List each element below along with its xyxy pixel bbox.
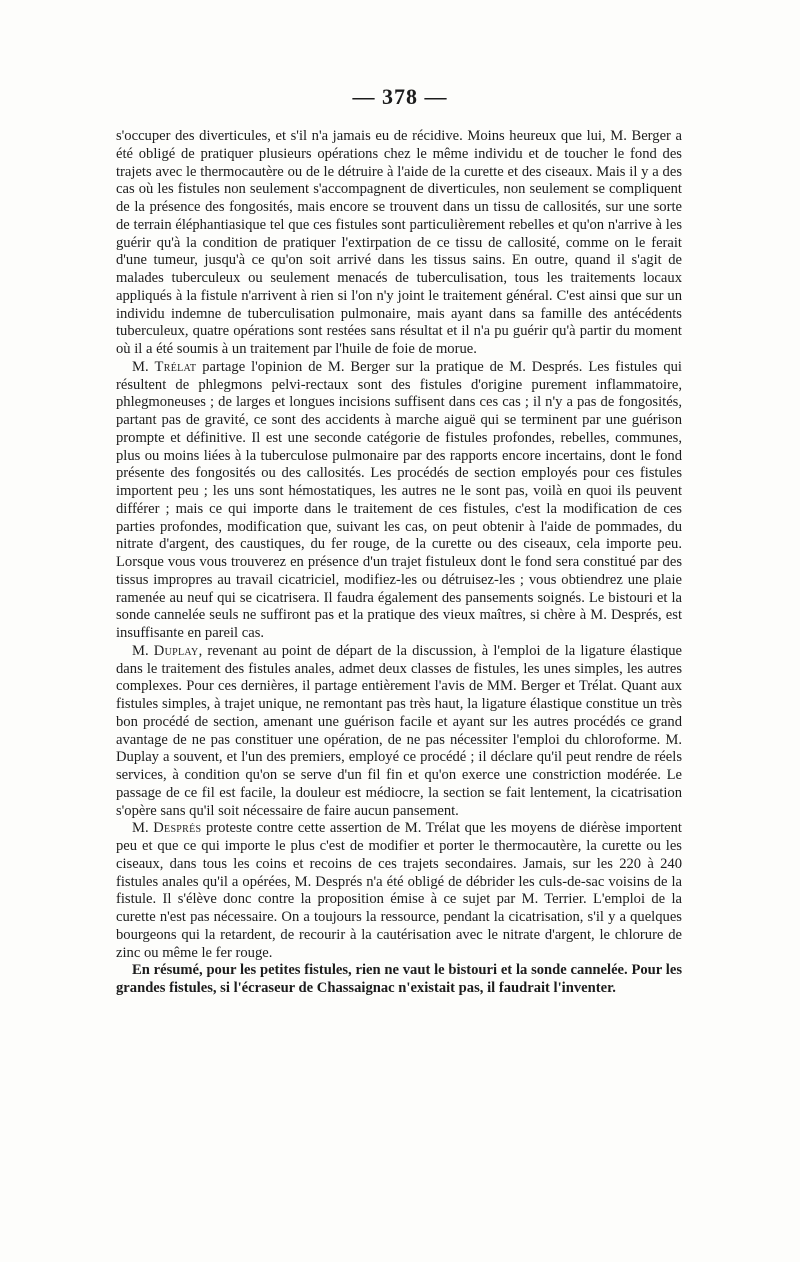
speaker-name-trelat: Trélat [154,358,197,375]
paragraph-1: s'occuper des diverticules, et s'il n'a jamais eu de récidive. Moins heureux que lui, M. Berger a été obligé de pratiquer plusieurs opérations chez le même individu et de toucher le fond des trajets avec le thermocautère ou de le détruire à l'aide de la curette et des ciseaux. Mais il y a des cas où les fistules non seulement s'accompagnent de diverticules, non seulement se compliquent de la présence des fongosités, mais encore se trouvent dans un tissu de callosités, sur une sorte de terrain éléphantiasique tel que ces fistules sont particulièrement rebelles et qu'on n'arrive à les guérir qu'à la condition de pratiquer l'extirpation de ce tissu de callosité, comme on le ferait d'une tumeur, jusqu'à ce qu'on soit arrivé dans les tissus sains. En outre, quand il s'agit de malades tuberculeux ou seulement menacés de tuberculisation, tous les traitements locaux appliqués à la fistule n'arrivent à rien si l'on n'y joint le traitement général. C'est ainsi que sur un individu indemne de tuberculisation pulmonaire, mais ayant dans sa famille des antécédents tuberculeux, quatre opérations sont restées sans résultat et il n'a pu guérir qu'à partir du moment où il a été soumis à un traitement par l'huile de foie de morue. [116,128,682,357]
paragraph-4-text: proteste contre cette assertion de M. Trélat que les moyens de diérèse importent peu et que ce qui importe le plus c'est de modifier et porter le thermocautère, la curette ou les ciseaux, dans tous les coins et recoins de ces trajets secondaires. Jamais, sur les 220 à 240 fistules anales qu'il a opérées, M. Després n'a été obligé de débrider les culs-de-sac voisins de la fistule. Il s'élève donc contre la proposition émise à ce sujet par M. Terrier. L'emploi de la curette n'est pas nécessaire. On a toujours la ressource, pendant la cicatrisation, s'il y a quelques bourgeons qui la retardent, de recourir à la cautérisation avec le nitrate d'argent, le chlorure de zinc ou même le fer rouge. [116,820,682,961]
paragraph-3 [116,643,682,821]
body-text [116,128,682,998]
paragraph-4 [116,820,682,962]
paragraph-5-conclusion: En résumé, pour les petites fistules, rien ne vaut le bistouri et la sonde cannelée. Pour les grandes fistules, si l'écraseur de Chassaignac n'existait pas, il faudrait l'inventer. [116,962,682,996]
speaker-prefix: M. [132,642,154,659]
page-number-header: — 378 — [352,84,448,109]
speaker-prefix: M. [132,820,154,837]
paragraph-2-text: partage l'opinion de M. Berger sur la pratique de M. Després. Les fistules qui résultent de phlegmons pelvi-rectaux sont des fistules d'origine purement inflammatoire, phlegmoneuses ; de larges et longues incisions suffisent dans ces cas ; il n'y a pas de fongosités, partant pas de gravité, ce sont des accidents à marche aiguë qui se terminent par une guérison prompte et définitive. Il est une seconde catégorie de fistules profondes, rebelles, communes, plus ou moins liées à la tuberculose pulmonaire par des rapports encore incertains, dont le fond présente des fongosités ou des callosités. Les procédés de section employés pour ces fistules importent peu ; les uns sont hémostatiques, les autres ne le sont pas, voilà en quoi ils peuvent différer ; mais ce qui importe dans le traitement de ces fistules, c'est la modification de ces parties profondes, modification que, suivant les cas, on peut obtenir à l'aide de pommades, du nitrate d'argent, des caustiques, du fer rouge, de la curette ou des ciseaux, cela importe peu. Lorsque vous vous trouverez en présence d'un trajet fistuleux dont le fond sera constitué par des tissus impropres au travail cicatriciel, modifiez-les ou détruisez-les ; vous obtiendrez une plaie ramenée au neuf qui se cicatrisera. Il faudra également des pansements soignés. Le bistouri et la sonde cannelée seuls ne suffiront pas et la pratique des vieux maîtres, si chère à M. Després, est insuffisante en pareil cas. [116,358,682,641]
speaker-prefix: M. [132,358,155,375]
paragraph-2 [116,359,682,643]
paragraph-3-text: , revenant au point de départ de la discussion, à l'emploi de la ligature élastique dans le traitement des fistules anales, admet deux classes de fistules, les unes simples, les autres complexes. Pour ces dernières, il partage entièrement l'avis de MM. Berger et Trélat. Quant aux fistules simples, à trajet unique, ne remontant pas très haut, la ligature élastique constitue un très bon procédé de section, amenant une guérison facile et ayant sur les autres procédés ce grand avantage de ne pas constituer une opération, de ne pas nécessiter l'emploi du chloroforme. M. Duplay a souvent, et l'un des premiers, employé ce procédé ; il déclare qu'il peut rendre de réels services, à condition qu'on se serve d'un fil fin et qu'on exerce une constriction modérée. Le passage de ce fil est facile, la douleur est médiocre, la section se fait lentement, la cicatrisation s'opère sans qu'il soit nécessaire de faire aucun pansement. [116,642,682,819]
speaker-name-duplay: Duplay [153,642,199,659]
speaker-name-despres: Després [153,820,202,837]
